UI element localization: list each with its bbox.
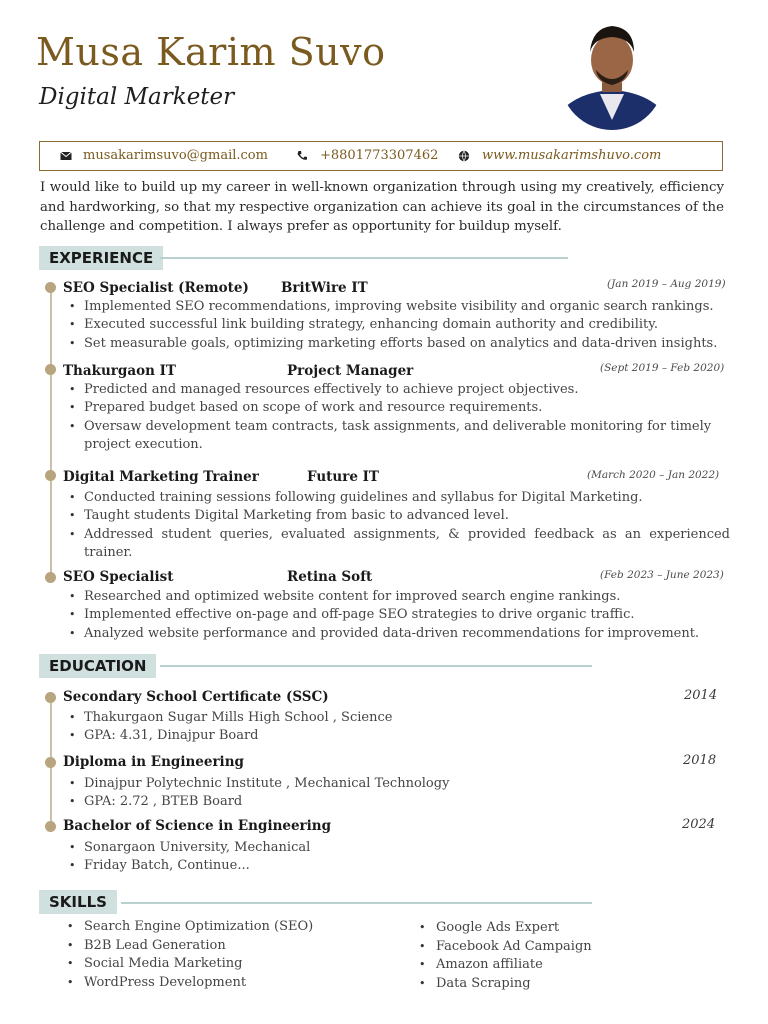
experience-company: BritWire IT <box>281 280 368 296</box>
experience-bullets <box>84 298 724 353</box>
list-item: • Predicted and managed resources effectively to achieve project objectives. <box>84 381 724 399</box>
experience-date: (Jan 2019 – Aug 2019) <box>607 278 726 290</box>
timeline-dot <box>45 692 56 703</box>
education-year: 2024 <box>682 817 716 832</box>
education-bullets <box>84 775 684 812</box>
envelope-icon <box>60 150 72 162</box>
phone-number[interactable]: +8801773307462 <box>320 148 439 163</box>
list-item: • Researched and optimized website content for improved search engine rankings. <box>84 588 724 606</box>
phone-icon <box>296 150 308 162</box>
list-item: • Analyzed website performance and provided data-driven recommendations for improvement. <box>84 625 724 643</box>
list-item: • Set measurable goals, optimizing marketing efforts based on analytics and data-driven insights. <box>84 335 724 353</box>
list-item: • Executed successful link building strategy, enhancing domain authority and credibility. <box>84 316 724 334</box>
skill-item: • Social Media Marketing <box>84 955 384 974</box>
candidate-name: Musa Karim Suvo <box>36 30 386 74</box>
experience-bullets <box>84 588 724 643</box>
experience-company: Retina Soft <box>287 569 373 585</box>
experience-role: Project Manager <box>287 363 414 379</box>
list-item: • Implemented SEO recommendations, improving website visibility and organic search rankings. <box>84 298 724 316</box>
education-year: 2018 <box>683 753 717 768</box>
experience-date: (March 2020 – Jan 2022) <box>587 469 720 481</box>
list-item: • Oversaw development team contracts, task assignments, and deliverable monitoring for timely project execution. <box>84 418 724 455</box>
list-item: • Taught students Digital Marketing from basic to advanced level. <box>84 507 730 525</box>
experience-company: Future IT <box>307 469 379 485</box>
experience-bullets <box>84 381 724 454</box>
email-link[interactable]: musakarimsuvo@gmail.com <box>83 148 268 163</box>
experience-date: (Feb 2023 – June 2023) <box>600 569 724 581</box>
skill-item: • Amazon affiliate <box>436 956 716 975</box>
timeline-dot <box>45 470 56 481</box>
job-title: Digital Marketer <box>39 84 235 110</box>
skills-list-right <box>436 919 716 993</box>
list-item: • Thakurgaon Sugar Mills High School , Science <box>84 709 684 727</box>
skill-item: • Search Engine Optimization (SEO) <box>84 918 384 937</box>
profile-photo <box>560 20 664 130</box>
list-item: • GPA: 4.31, Dinajpur Board <box>84 727 684 745</box>
experience-role: SEO Specialist <box>63 569 174 585</box>
section-divider <box>121 902 592 904</box>
timeline-dot <box>45 757 56 768</box>
globe-icon <box>458 150 470 162</box>
skill-item: • Facebook Ad Campaign <box>436 938 716 957</box>
section-divider <box>160 257 568 259</box>
experience-bullets <box>84 489 730 562</box>
website-link[interactable]: www.musakarimshuvo.com <box>482 148 662 163</box>
skills-heading: SKILLS <box>39 890 117 914</box>
timeline-dot <box>45 821 56 832</box>
list-item: • Sonargaon University, Mechanical <box>84 839 684 857</box>
list-item: • Prepared budget based on scope of work and resource requirements. <box>84 399 724 417</box>
list-item: • Dinajpur Polytechnic Institute , Mechanical Technology <box>84 775 684 793</box>
education-year: 2014 <box>684 688 718 703</box>
skill-item: • Data Scraping <box>436 975 716 994</box>
list-item: • Friday Batch, Continue... <box>84 857 684 875</box>
experience-heading: EXPERIENCE <box>39 246 163 270</box>
list-item: • Implemented effective on-page and off-page SEO strategies to drive organic traffic. <box>84 606 724 624</box>
experience-timeline <box>50 288 52 578</box>
list-item: • Conducted training sessions following guidelines and syllabus for Digital Marketing. <box>84 489 730 507</box>
section-divider <box>160 665 592 667</box>
skills-list-left <box>84 918 384 992</box>
education-bullets <box>84 709 684 746</box>
education-bullets <box>84 839 684 876</box>
experience-role: SEO Specialist (Remote) <box>63 280 249 296</box>
skill-item: • B2B Lead Generation <box>84 937 384 956</box>
career-objective: I would like to build up my career in well-known organization through using my creatively, efficiency and hardworking, so that my respective organization can achieve its goal in the circumstances of the challenge and competition. I always prefer as opportunity for buildup myself. <box>40 180 724 234</box>
education-degree: Diploma in Engineering <box>63 754 244 770</box>
list-item: • Addressed student queries, evaluated assignments, & provided feedback as an experienced trainer. <box>84 526 730 563</box>
education-heading: EDUCATION <box>39 654 156 678</box>
experience-date: (Sept 2019 – Feb 2020) <box>600 362 725 374</box>
timeline-dot <box>45 572 56 583</box>
timeline-dot <box>45 282 56 293</box>
skill-item: • WordPress Development <box>84 974 384 993</box>
education-degree: Secondary School Certificate (SSC) <box>63 689 329 705</box>
experience-role: Digital Marketing Trainer <box>63 469 259 485</box>
contact-bar <box>39 141 723 171</box>
experience-company: Thakurgaon IT <box>63 363 176 379</box>
list-item: • GPA: 2.72 , BTEB Board <box>84 793 684 811</box>
skill-item: • Google Ads Expert <box>436 919 716 938</box>
timeline-dot <box>45 364 56 375</box>
education-degree: Bachelor of Science in Engineering <box>63 818 332 834</box>
